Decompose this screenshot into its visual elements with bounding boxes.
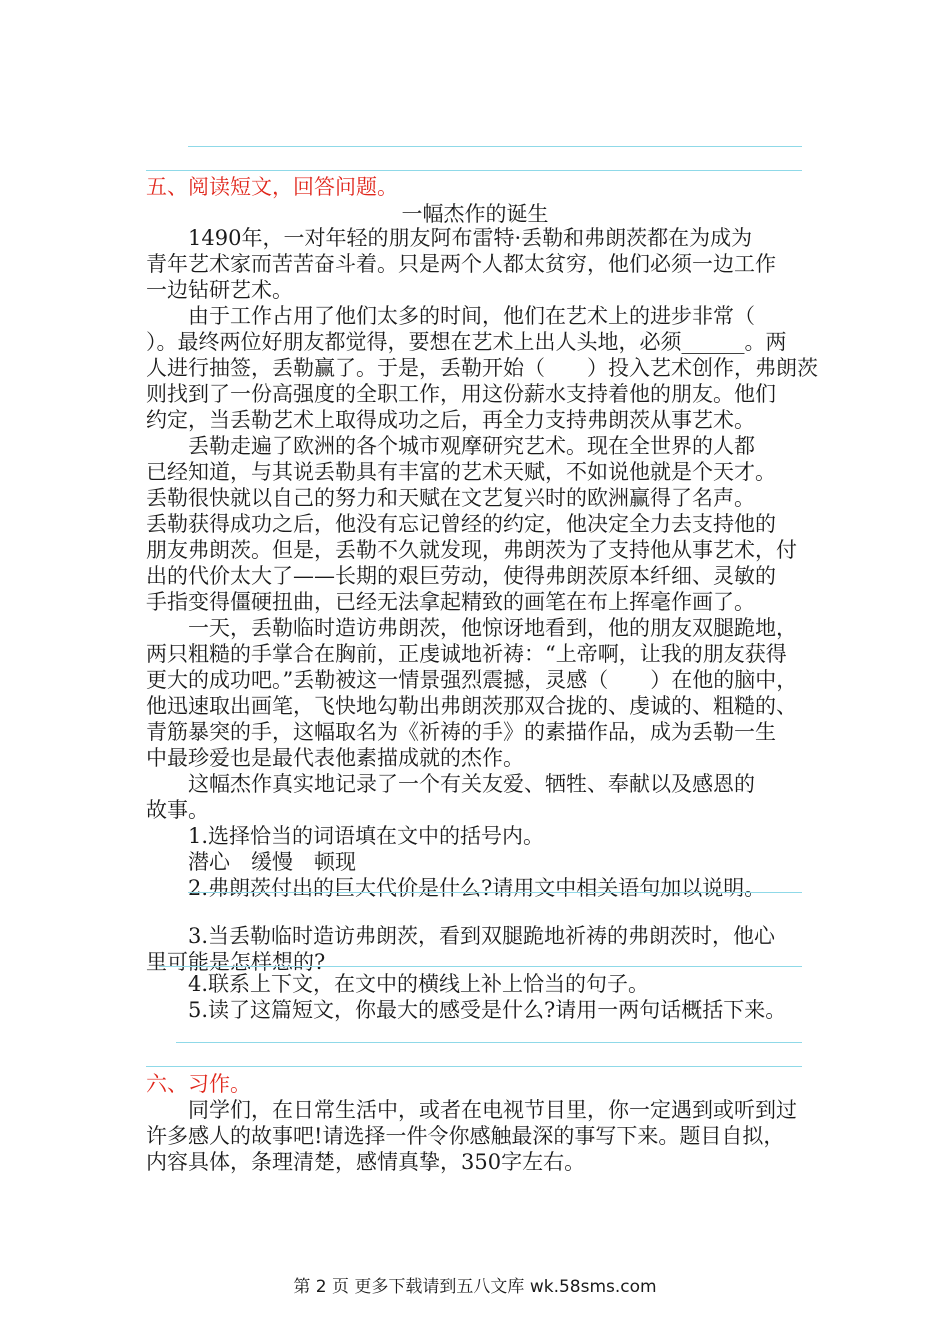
question-4: 4.联系上下文，在文中的横线上补上恰当的句子。 [188,972,650,996]
paragraph-line: 青年艺术家而苦苦奋斗着。只是两个人都太贫穷，他们必须一边工作 [146,252,776,276]
paragraph-line: 这幅杰作真实地记录了一个有关友爱、牺牲、奉献以及感恩的 [188,772,755,796]
answer-line[interactable] [146,170,802,171]
section-heading-writing: 六、习作。 [146,1072,251,1096]
question-3-cont: 里可能是怎样想的? [146,950,326,974]
paragraph-line: 丢勒很快就以自己的努力和天赋在文艺复兴时的欧洲赢得了名声。 [146,486,755,510]
paragraph-line: 则找到了一份高强度的全职工作，用这份薪水支持着他的朋友。他们 [146,382,776,406]
question-5: 5.读了这篇短文，你最大的感受是什么?请用一两句话概括下来。 [188,998,787,1022]
paragraph-line: 青筋暴突的手，这幅取名为《祈祷的手》的素描作品，成为丢勒一生 [146,720,776,744]
paragraph-line: 他迅速取出画笔，飞快地勾勒出弗朗茨那双合拢的、虔诚的、粗糙的、 [146,694,797,718]
paragraph-line: 已经知道，与其说丢勒具有丰富的艺术天赋，不如说他就是个天才。 [146,460,776,484]
paragraph-line: 一边钻研艺术。 [146,278,293,302]
question-3: 3.当丢勒临时造访弗朗茨，看到双腿跪地祈祷的弗朗茨时，他心 [188,924,776,948]
page-footer: 第 2 页 更多下载请到五八文库 wk.58sms.com [293,1277,657,1297]
paragraph-line: 1490年，一对年轻的朋友阿布雷特·丢勒和弗朗茨都在为成为 [188,226,753,250]
paragraph-line: 内容具体，条理清楚，感情真挚，350字左右。 [146,1150,586,1174]
paragraph-line: 由于工作占用了他们太多的时间，他们在艺术上的进步非常（ [188,304,755,328]
answer-line[interactable] [188,892,802,893]
paragraph-line: 丢勒获得成功之后，他没有忘记曾经的约定，他决定全力去支持他的 [146,512,776,536]
paragraph-line: 出的代价太大了——长期的艰巨劳动，使得弗朗茨原本纤细、灵敏的 [146,564,776,588]
paragraph-line: 两只粗糙的手掌合在胸前，正虔诚地祈祷：“上帝啊，让我的朋友获得 [146,642,787,666]
paragraph-line: 人进行抽签，丢勒赢了。于是，丢勒开始（ ）投入艺术创作，弗朗茨 [146,356,818,380]
answer-line[interactable] [188,146,802,147]
answer-line[interactable] [176,1042,802,1043]
paragraph-line: 故事。 [146,798,209,822]
paragraph-line: 一天，丢勒临时造访弗朗茨，他惊讶地看到，他的朋友双腿跪地， [188,616,797,640]
paragraph-line: 约定，当丢勒艺术上取得成功之后，再全力支持弗朗茨从事艺术。 [146,408,755,432]
paragraph-line: 朋友弗朗茨。但是，丢勒不久就发现，弗朗茨为了支持他从事艺术，付 [146,538,797,562]
section-heading-reading: 五、阅读短文，回答问题。 [146,175,398,199]
paragraph-line: 更大的成功吧。”丢勒被这一情景强烈震撼，灵感（ ）在他的脑中， [146,668,798,692]
paragraph-line: 丢勒走遍了欧洲的各个城市观摩研究艺术。现在全世界的人都 [188,434,755,458]
paragraph-line: 手指变得僵硬扭曲，已经无法拿起精致的画笔在布上挥毫作画了。 [146,590,755,614]
paragraph-line: ）。最终两位好朋友都觉得，要想在艺术上出人头地，必须______。两 [146,330,787,354]
answer-line[interactable] [146,1066,802,1067]
paragraph-line: 许多感人的故事吧!请选择一件令你感触最深的事写下来。题目自拟， [146,1124,785,1148]
answer-line[interactable] [159,966,802,967]
question-2: 2.弗朗茨付出的巨大代价是什么?请用文中相关语句加以说明。 [188,876,766,900]
question-1: 1.选择恰当的词语填在文中的括号内。 [188,824,545,848]
word-choices: 潜心 缓慢 顿现 [188,850,356,874]
paragraph-line: 同学们，在日常生活中，或者在电视节目里，你一定遇到或听到过 [188,1098,797,1122]
paragraph-line: 中最珍爱也是最代表他素描成就的杰作。 [146,746,524,770]
article-title: 一幅杰作的诞生 [401,202,549,226]
